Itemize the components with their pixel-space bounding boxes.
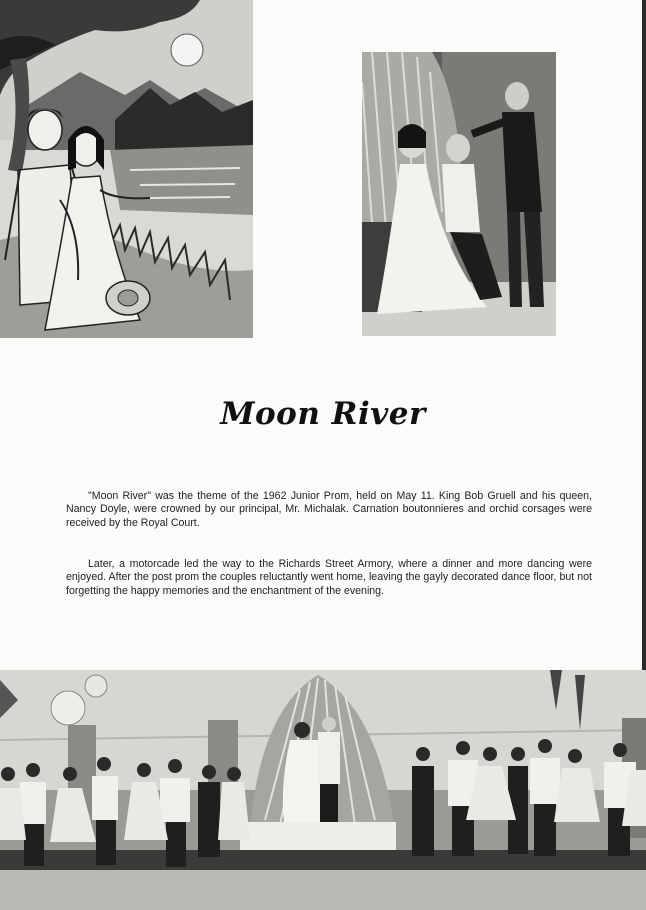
page-title: Moon River [220,396,426,432]
mural-photo [0,0,253,338]
paragraph-2: Later, a motorcade led the way to the Richards Street Armory, where a dinner and more dancing were enjoyed. After the post prom the couples reluctantly went home, leaving the gayly decorated dance floor, but not forgetting the happy memories and the enchantment of the evening. [66,558,592,597]
crowning-photo [362,52,556,336]
paragraph-1: "Moon River" was the theme of the 1962 Junior Prom, held on May 11. King Bob Gruell and his queen, Nancy Doyle, were crowned by our principal, Mr. Michalak. Carnation boutonnieres and orchid corsages were received by the Royal Court. [66,490,592,529]
royal-court-photo [0,670,646,910]
